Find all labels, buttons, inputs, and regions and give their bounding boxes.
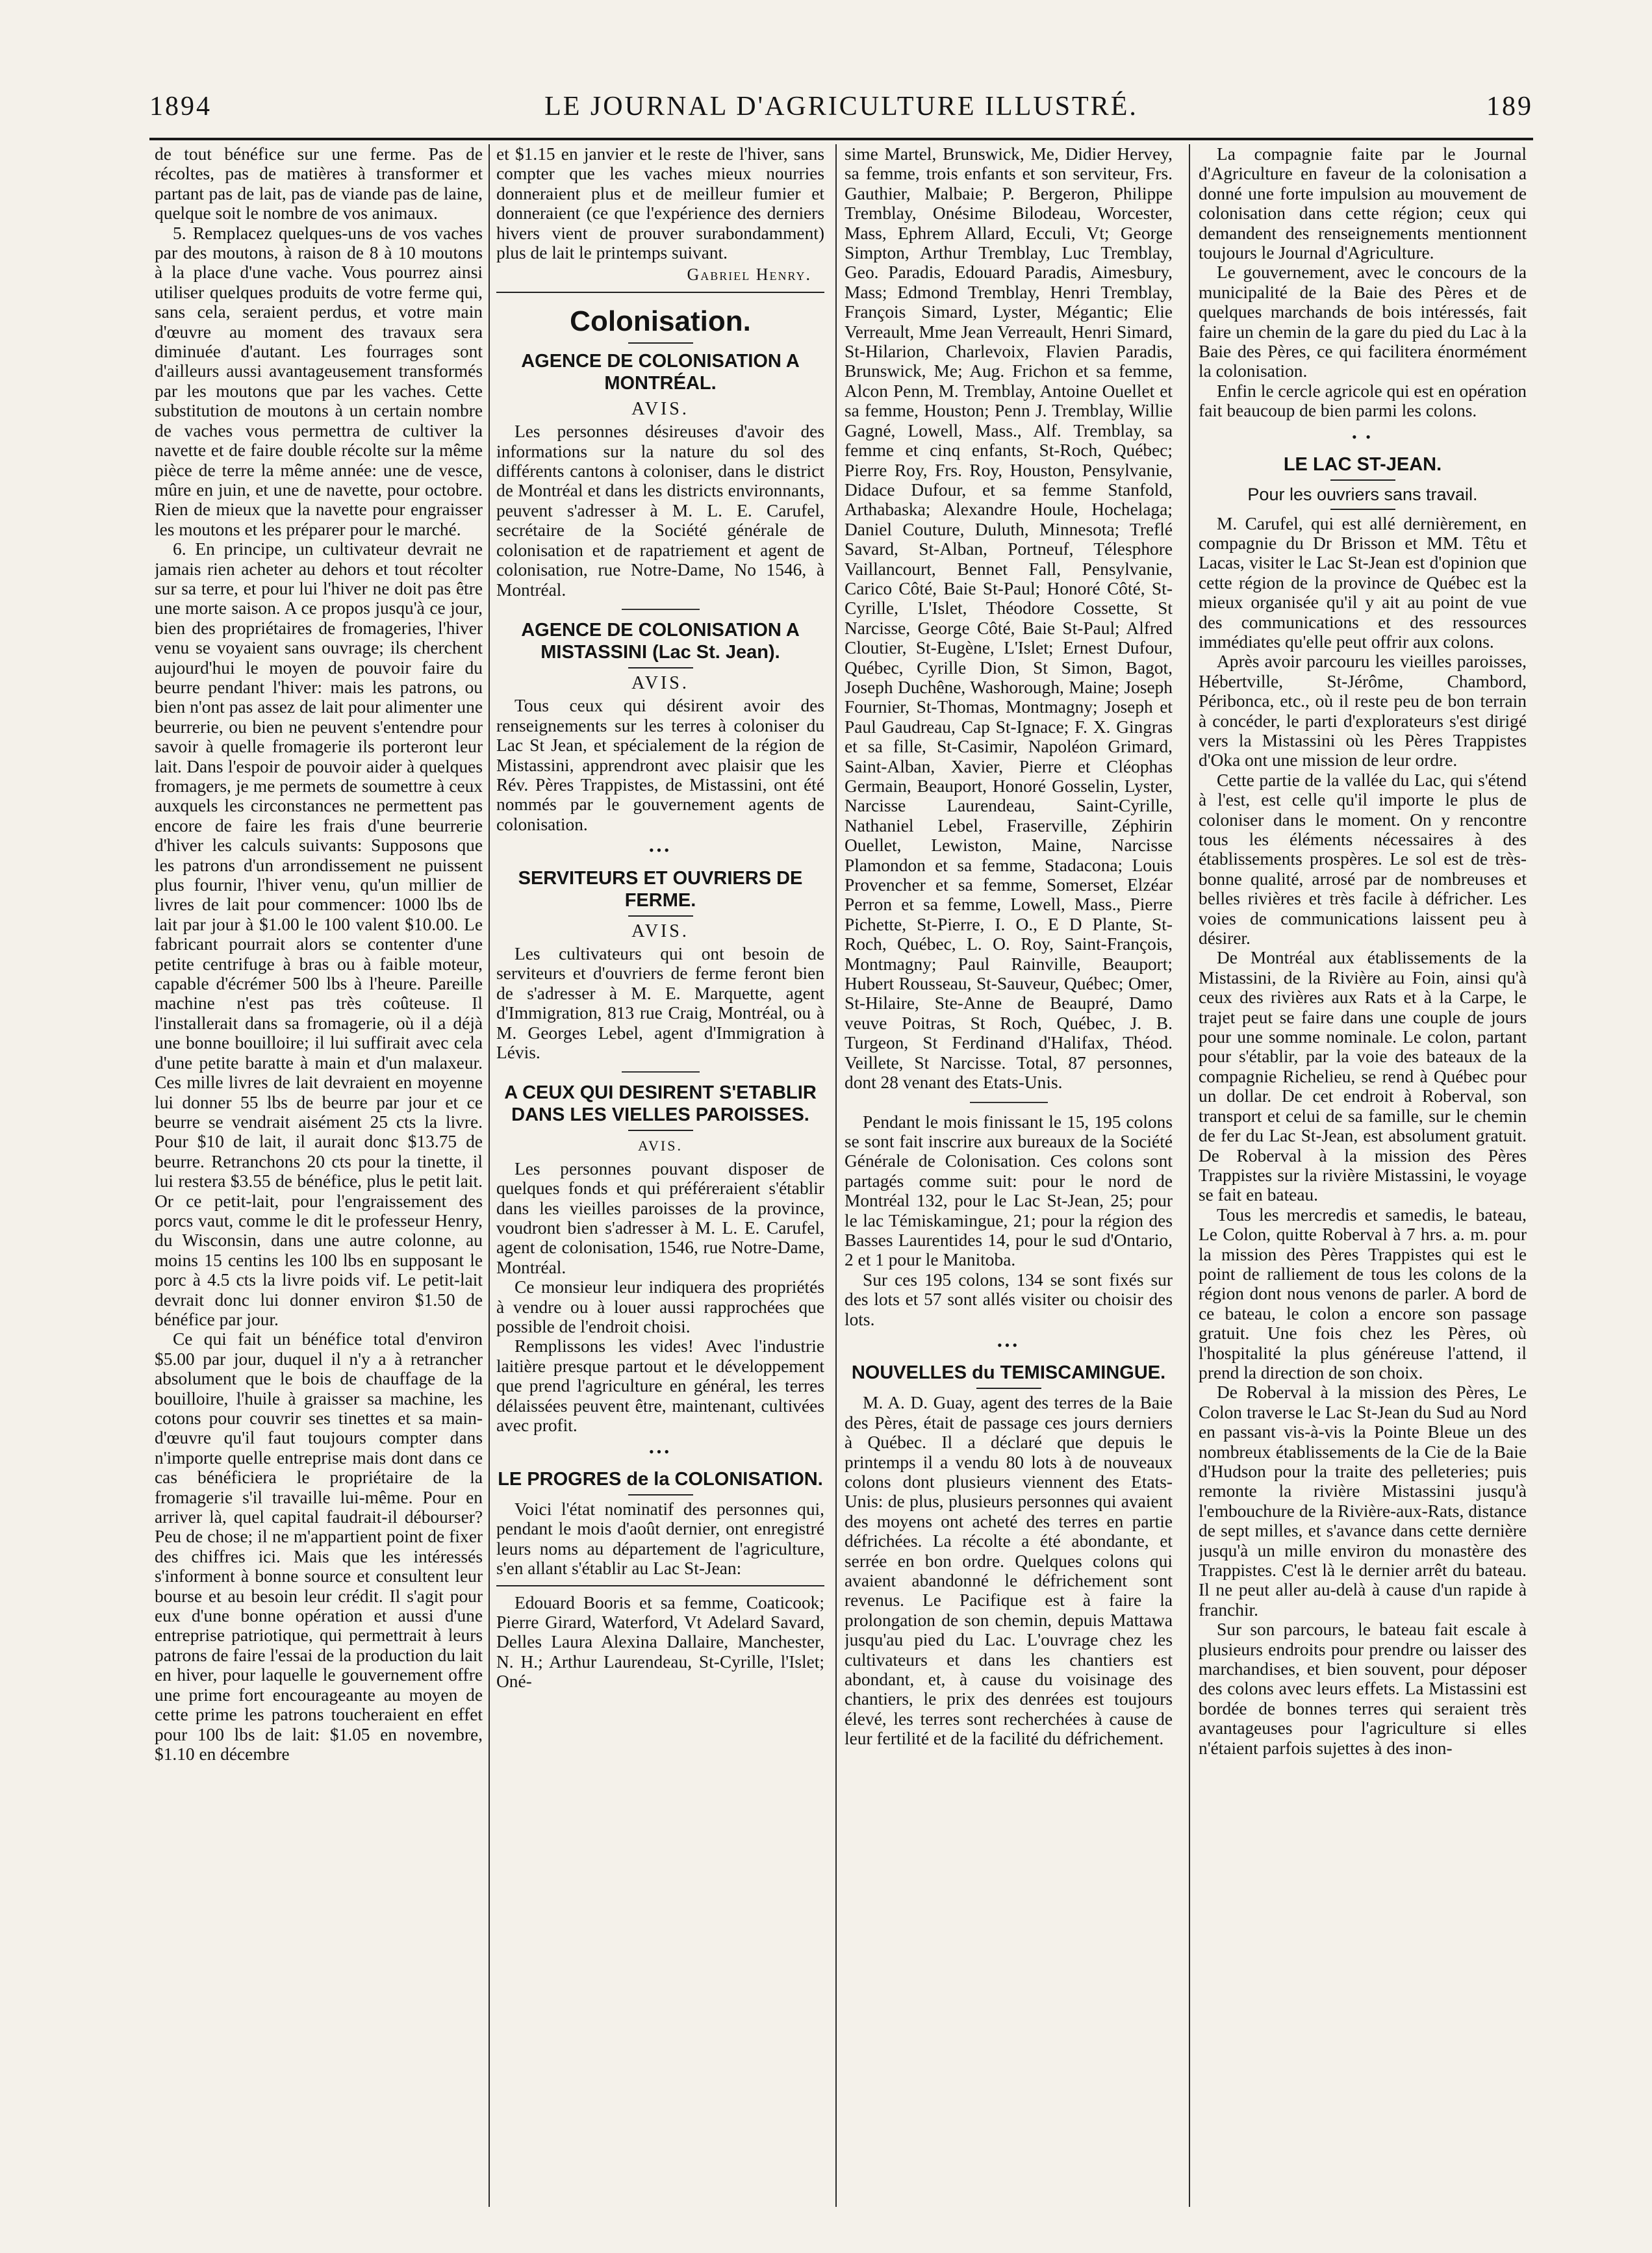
short-rule <box>628 1494 693 1496</box>
column-divider <box>1189 144 1190 2207</box>
paragraph: Le gouvernement, avec le concours de la municipalité de la Baie des Pères et de quelques marchands de bois intéressés, fait faire un chemin de la gare du pied du Lac à la Baie des Pères, ce qui facilitera énormément la colonisation. <box>1199 262 1527 381</box>
paragraph: Ce monsieur leur indiquera des propriétés à vendre ou à louer aussi rapprochées que possible de l'endroit choisi. <box>496 1277 824 1337</box>
avis-label: AVIS. <box>631 672 689 693</box>
paragraph: M. Carufel, qui est allé dernièrement, en compagnie du Dr Brisson et MM. Têtu et Lacas, visiter le Lac St-Jean est d'opinion que cette région de la province de Québec est la mieux organisée qu'il y ait au point de vue des communications et des ressources immédiates qu'elle peut offrir aux colons. <box>1199 513 1527 652</box>
separator <box>622 609 700 610</box>
running-header <box>149 91 1533 136</box>
separator <box>970 1102 1048 1103</box>
avis-label: AVIS. <box>637 1138 683 1154</box>
column-2 <box>496 144 824 2204</box>
ornament: ••• <box>997 1336 1021 1353</box>
paragraph: Remplissons les vides! Avec l'industrie laitière presque partout et le développement que prend l'agriculture en général, les terres délaissées peuvent être, maintenant, cultivées avec profit. <box>496 1336 824 1436</box>
column-3 <box>845 144 1173 2204</box>
paragraph: Tous ceux qui désirent avoir des renseignements sur les terres à coloniser du Lac St Jean, et spécialement de la région de Mistassini, apprendront avec plaisir que les Rév. Pères Trappistes, de Mistassini, ont été nommés par le gouvernement agents de colonisation. <box>496 696 824 834</box>
paragraph: Cette partie de la vallée du Lac, qui s'étend à l'est, est celle qu'il importe le plus de coloniser dans le moment. On y rencontre tous les éléments nécessaires à des établissements prospères. Le sol est de très-bonne qualité, arrosé par de nombreuses et belles rivières et très facile à défricher. Les voies de communications laissent peu à désirer. <box>1199 770 1527 948</box>
paragraph: La compagnie faite par le Journal d'Agriculture en faveur de la colonisation a donné une forte impulsion au mouvement de colonisation dans cette région; ceux qui demandent des renseignements mentionnent toujours le Journal d'Agriculture. <box>1199 144 1527 263</box>
section-title-colonisation: Colonisation. <box>570 305 751 337</box>
short-rule <box>628 1130 693 1131</box>
heading-serviteurs: SERVITEURS ET OUVRIERS DE FERME. <box>518 867 803 911</box>
heading-lac-st-jean: LE LAC ST-JEAN. <box>1283 454 1442 476</box>
short-rule <box>628 667 693 668</box>
paragraph: Voici l'état nominatif des personnes qui, pendant le mois d'août dernier, ont enregistré leurs noms au département de l'agriculture, s'en allant s'établir au Lac St-Jean: <box>496 1499 824 1579</box>
heading-agence-montreal: AGENCE DE COLONISATION A MONTRÉAL. <box>521 350 800 394</box>
heading-progres-colonisation: LE PROGRES de la COLONISATION. <box>498 1468 823 1490</box>
ornament: ••• <box>648 1443 672 1460</box>
short-rule <box>628 915 693 917</box>
paragraph: Les personnes pouvant disposer de quelques fonds et qui préféreraient s'établir dans les vieilles paroisses de la province, voudront bien s'adresser à M. L. E. Carufel, agent de colonisation, 1546, rue Notre-Dame, Montréal. <box>496 1158 824 1277</box>
short-rule <box>628 342 693 344</box>
paragraph: Sur ces 195 colons, 134 se sont fixés sur des lots et 57 sont allés visiter ou choisir des lots. <box>845 1269 1173 1329</box>
paragraph: Tous les mercredis et samedis, le bateau, Le Colon, quitte Roberval à 7 hrs. a. m. pour la mission des Pères Trappistes qui est le point de ralliement de tous les colons de la région dont nous venons de parler. A bord de ce bateau, le colon a encore son passage gratuit. Une fois chez les Pères, où l'hospitalité la plus généreuse l'attend, il prend la direction de son choix. <box>1199 1204 1527 1382</box>
paragraph: Edouard Booris et sa femme, Coaticook; Pierre Girard, Waterford, Vt Adelard Savard, Delles Laura Alexina Dallaire, Manchester, N. H.; Arthur Laurendeau, St-Cyrille, l'Islet; Oné- <box>496 1592 824 1692</box>
author-signature: Gabriel Henry. <box>687 265 811 285</box>
avis-label: AVIS. <box>631 921 689 941</box>
paragraph: Après avoir parcouru les vieilles paroisses, Hébertville, St-Jérôme, Chambord, Péribonca, etc., où il reste peu de bon terrain à concéder, le parti d'explorateurs s'est dirigé vers la Mistassini où les Pères Trappistes d'Oka ont une mission de leur ordre. <box>1199 652 1527 770</box>
paragraph: Ce qui fait un bénéfice total d'environ $5.00 par jour, duquel il n'y a à retrancher absolument que le bois de chauffage de la bouilloire, l'huile à graisser sa machine, les cotons pour couvrir ses tinettes et sa main-d'œuvre qu'il faut toujours compter dans n'importe quelle entreprise mais dont dans ce cas bénéficiera le propriétaire de la fromagerie s'il travaille lui-même. Pour en arriver là, quel capital faudrait-il débourser? Peu de chose; il ne m'appartient point de fixer des chiffres ici. Mais que les intéressés s'informent à bonne source et consultent leur bourse et au besoin leur crédit. Il s'agit pour eux d'une bonne opération et aussi d'une entreprise patriotique, qui permettrait à leurs patrons de faire l'essai de la production du lait en hiver, pour laquelle le gouvernement offre une prime fort encourageante au moyen de cette prime les patrons toucheraient en effet pour 100 lbs de lait: $1.05 en novembre, $1.10 en décembre <box>155 1329 483 1764</box>
paragraph: sime Martel, Brunswick, Me, Didier Hervey, sa femme, trois enfants et son serviteur, Frs. Gauthier, Malbaie; P. Bergeron, Philippe Tremblay, Onésime Bilodeau, Worcester, Mass, Ephrem Allard, Ecculi, Vt; George Simpton, Arthur Tremblay, Luc Tremblay, Geo. Paradis, Edouard Paradis, Aimesbury, Mass; Edmond Tremblay, Henri Tremblay, François Simard, Lyster, Mégantic; Elie Verreault, Mme Jean Verreault, Henri Simard, St-Hilarion, Charlevoix, Flavien Paradis, Brunswick, Me; Aug. Frichon et sa femme, Alcon Penn, M. Tremblay, Antoine Ouellet et sa femme, Houston; Penn J. Tremblay, Willie Gagné, Lowell, Mass., Alf. Tremblay, sa femme et cinq enfants, St-Roch, Québec; Pierre Roy, Frs. Roy, Houston, Pensylvanie, Didace Dufour, et sa femme Stanfold, Arthabaska; Alexandre Houle, Hochelaga; Daniel Couture, Duluth, Minnesota; Treflé Savard, St-Alban, Portneuf, Télesphore Vaillancourt, Bennet Fall, Pensylvanie, Carico Côté, Baie St-Paul; Honoré Côté, St-Cyrille, L'Islet, Théodore Cossette, St Narcisse, George Côté, Baie St-Paul; Alfred Cloutier, St-Eugène, L'Islet; Ernest Dufour, Québec, Cyrille Dion, St Simon, Bagot, Joseph Duchêne, Washorough, Maine; Joseph Fournier, St-Thomas, Montmagny; Joseph et Paul Gaudreau, Cap St-Ignace; F. X. Gingras et sa fille, St-Casimir, Napoléon Grimard, Saint-Alban, Xavier, Pierre et Cléophas Germain, Beauport, Honoré Gosselin, Lyster, Narcisse Laurendeau, Saint-Cyrille, Nathaniel Lebel, Fraserville, Zéphirin Ouellet, Lewiston, Maine, Narcisse Plamondon et sa femme, Stadacona; Louis Provencher et sa femme, Somerset, Elzéar Perron et sa femme, Lowell, Mass., Pierre Pichette, St-Pierre, I. O., E D Plante, St-Roch, Québec, L. O. Roy, Saint-François, Montmagny; Paul Rainville, Beauport; Hubert Rousseau, St-Sauveur, Québec; Omer, St-Hilaire, Ste-Anne de Beaupré, Damo veuve Poitras, St Roch, Québec, J. B. Turgeon, St Ferdinand d'Halifax, Théod. Veillete, St Narcisse. Total, 87 personnes, dont 28 venant des Etats-Unis. <box>845 144 1173 1093</box>
column-1 <box>155 144 483 2204</box>
short-rule <box>976 1388 1041 1389</box>
journal-title: LE JOURNAL D'AGRICULTURE ILLUSTRÉ. <box>544 92 1138 121</box>
column-4 <box>1199 144 1527 2204</box>
header-rule <box>149 138 1533 140</box>
page-number-right: 189 <box>1486 92 1533 121</box>
section-rule <box>496 1585 824 1586</box>
paragraph: Les personnes désireuses d'avoir des informations sur la nature du sol des différents cantons à coloniser, dans le district de Montréal et dans les districts environnants, peuvent s'adresser à M. L. E. Carufel, secrétaire de la Société générale de colonisation et de rapatriement et agent de colonisation, rue Notre-Dame, No 1546, à Montréal. <box>496 422 824 600</box>
paragraph: 6. En principe, un cultivateur devrait ne jamais rien acheter au dehors et tout récolter sur sa terre, et pour lui l'hiver ne doit pas être une morte saison. A ce propos jusqu'à ce jour, bien des propriétaires de fromageries, l'hiver venu se voyaient sans ouvrage; ils cherchent aujourd'hui le moyen de pouvoir faire du beurre pendant l'hiver: mais les patrons, ou bien n'ont pas assez de lait pour alimenter une beurrerie, ou bien ne peuvent s'entendre pour savoir à quelle fromagerie ils porteront leur lait. Dans l'espoir de pouvoir aider à quelques fromagers, je me permets de soumettre à ceux auxquels les circonstances ne permettent pas encore de faire les frais d'une beurrerie d'hiver les calculs suivants: Supposons que les patrons d'un arrondissement ne puissent plus fournir, l'hiver venu, qu'un millier de livres de lait pour commencer: 1000 lbs de lait par jour à $1.00 le 100 valent $10.00. Le fabricant pourrait alors se contenter d'une petite centrifuge à bras ou à faible moteur, capable d'écrémer 500 lbs à l'heure. Pareille machine n'est pas très coûteuse. Il l'installerait dans sa fromagerie, où il a déjà une bonne bouilloire; il lui suffirait avec cela d'une petite baratte à main et d'un malaxeur. Ces mille livres de lait devraient en moyenne lui donner 55 lbs de beurre par jour et ce beurre se vendrait aisément 25 cts la livre. Pour $10 de lait, il aurait donc $13.75 de beurre. Retranchons 20 cts pour la tinette, il lui restera $3.55 de bénéfice, plus le petit lait. Or ce petit-lait, pour l'engraissement des porcs vaut, comme le dit le professeur Henry, du Wisconsin, dans une autre colonne, au moins 15 centins les 100 lbs en supposant le porc à 4.5 cts la livre poids vif. Le petit-lait devrait donc lui donner environ $1.50 de bénéfice par jour. <box>155 539 483 1329</box>
paragraph: Les cultivateurs qui ont besoin de serviteurs et d'ouvriers de ferme feront bien de s'adresser à M. E. Marquette, agent d'Immigration, 813 rue Craig, Montréal, ou à M. Georges Lebel, agent d'Immigration à Lévis. <box>496 943 824 1062</box>
subheading: Pour les ouvriers sans travail. <box>1247 485 1478 505</box>
section-rule <box>496 292 824 293</box>
avis-label: AVIS. <box>631 398 689 419</box>
paragraph: Enfin le cercle agricole qui est en opération fait beaucoup de bien parmi les colons. <box>1199 381 1527 421</box>
paragraph: de tout bénéfice sur une ferme. Pas de récoltes, pas de matières à transformer et partant pas de lait, pas de viande pas de laine, quelque soit le nombre de vos animaux. <box>155 144 483 223</box>
page-number-left: 1894 <box>149 92 212 121</box>
paragraph: Sur son parcours, le bateau fait escale à plusieurs endroits pour prendre ou laisser des marchandises, et bien souvent, pour déposer des colons avec leurs effets. La Mistassini est bordée de bonnes terres qui seraient très avantageuses pour l'agriculture si elles n'étaient parfois sujettes à des inon- <box>1199 1620 1527 1758</box>
short-rule <box>1330 479 1395 481</box>
paragraph: De Montréal aux établissements de la Mistassini, de la Rivière au Foin, ainsi qu'à ceux des rivières aux Rats et à la Carpe, le trajet peut se faire dans une couple de jours pour une somme nominale. Le colon, partant pour s'établir, par la voie des bateaux de la compagnie Richelieu, se rend à Québec pour un dollar. De cet endroit à Roberval, son transport et celui de sa famille, sur le chemin de fer du Lac St-Jean, est absolument gratuit. De Roberval à la mission des Pères Trappistes sur la rivière Mistassini, le voyage se fait en bateau. <box>1199 948 1527 1205</box>
paragraph: De Roberval à la mission des Pères, Le Colon traverse le Lac St-Jean du Sud au Nord en passant vis-à-vis la Pointe Bleue un des nombreux établissements de la Cie de la Baie d'Hudson pour la traite des pelleteries; puis remonte la rivière Mistassini jusqu'à l'embouchure de la Rivière-aux-Rats, distance de sept milles, et s'avance dans cette dernière jusqu'à un mille environ du monastère des Trappistes. C'est là le dernier arrêt du bateau. Il ne peut aller au-delà à cause d'un rapide à franchir. <box>1199 1382 1527 1620</box>
ornament: • • <box>1352 428 1373 445</box>
paragraph: et $1.15 en janvier et le reste de l'hiver, sans compter que les vaches mieux nourries donneraient plus et de meilleur fumier et donneraient (ce que l'expérience des derniers hivers vient de prouver surabondamment) plus de lait le printemps suivant. <box>496 144 824 263</box>
short-rule <box>1330 509 1395 510</box>
column-divider <box>835 144 837 2207</box>
separator <box>622 1071 700 1073</box>
column-divider <box>489 144 490 2207</box>
paragraph: M. A. D. Guay, agent des terres de la Baie des Pères, était de passage ces jours derniers à Québec. Il a déclaré que depuis le printemps il a vendu 80 lots à de nouveaux colons dont plusieurs viennent des Etats-Unis: de plus, plusieurs personnes qui avaient des moyens ont acheté des terres en partie défrichées. La récolte a été abondante, et serrée en bon ordre. Quelques colons qui avaient abandonné le défrichement sont revenus. Le Pacifique est à faire la prolongation de son chemin, depuis Mattawa jusqu'au pied du Lac. L'ouvrage chez les cultivateurs et dans les chantiers est abondant, et, à cause du voisinage des chantiers, le prix des denrées est toujours élevé, les terres sont recherchées à cause de leur fertilité et de la facilité du défrichement. <box>845 1393 1173 1749</box>
paragraph: Pendant le mois finissant le 15, 195 colons se sont fait inscrire aux bureaux de la Société Générale de Colonisation. Ces colons sont partagés comme suit: pour le nord de Montréal 132, pour le Lac St-Jean, 25; pour le lac Témiskamingue, 21; pour la région des Basses Laurentides 14, pour le sud d'Ontario, 2 et 1 pour le Manitoba. <box>845 1112 1173 1270</box>
paragraph: 5. Remplacez quelques-uns de vos vaches par des moutons, à raison de 8 à 10 moutons à la place d'une vache. Vous pourrez ainsi utiliser quelques produits de votre ferme qui, sans cela, seraient perdus, et votre main d'œuvre au moment des travaux sera diminuée d'autant. Les fourrages sont d'ailleurs aussi avantageusement transformés par les moutons que par les vaches. Cette substitution de moutons à un certain nombre de vaches vous permettra de cultiver la navette et de faire double récolte sur la même pièce de terre la même année: une de vesce, mûre en juin, et une de navette, pour octobre. Rien de mieux que la navette pour engraisser les moutons et les préparer pour le marché. <box>155 223 483 539</box>
ornament: ••• <box>648 842 672 859</box>
heading-agence-mistassini: AGENCE DE COLONISATION A MISTASSINI (Lac St. Jean). <box>521 619 800 663</box>
heading-vieilles-paroisses: A CEUX QUI DESIRENT S'ETABLIR DANS LES VIELLES PAROISSES. <box>504 1082 817 1126</box>
heading-temiscamingue: NOUVELLES du TEMISCAMINGUE. <box>851 1362 1166 1384</box>
